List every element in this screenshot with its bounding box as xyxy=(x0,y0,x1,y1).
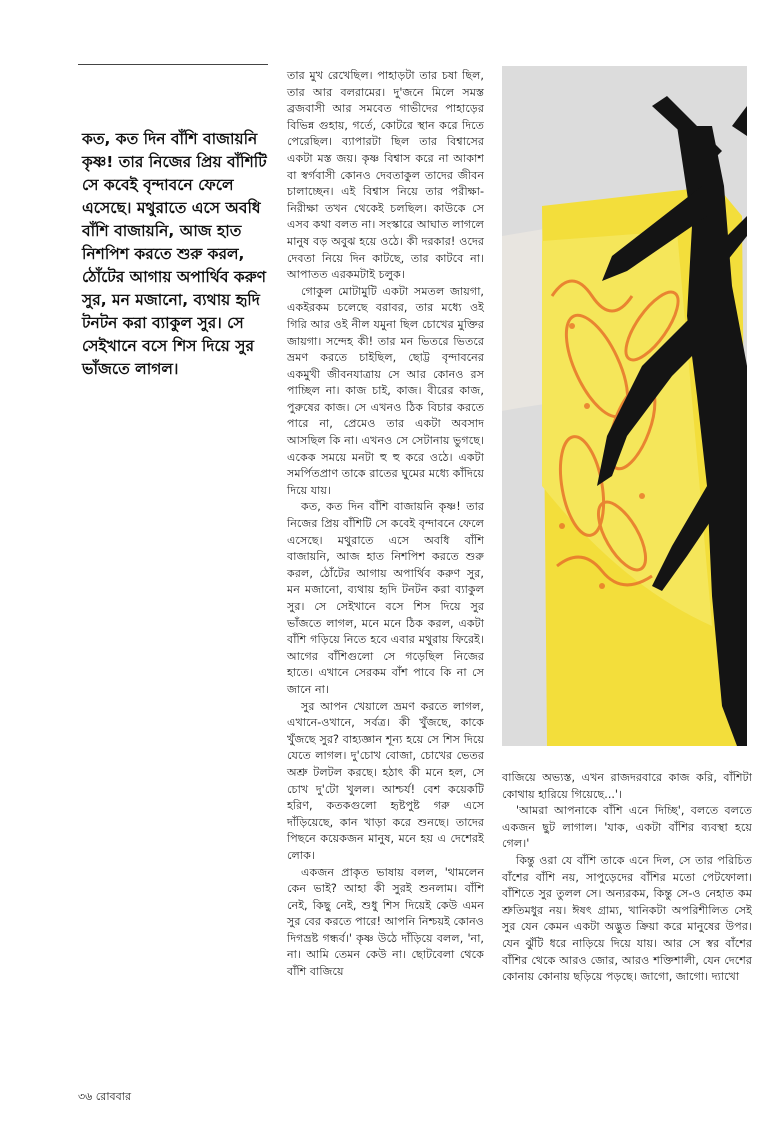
paragraph: একজন প্রাকৃত ভাষায় বলল, 'থামলেন কেন ভাই? আহা কী সুরই শুনলাম। বাঁশি নেই, কিছু নেই, শুধু শিস দিয়েই কেউ এমন সুর বের করতে পারে! আপনি নিশ্চয়ই কোনও দিগভ্রষ্ট গন্ধর্ব।' কৃষ্ণ উঠে দাঁড়িয়ে বলল, 'না, না। আমি তেমন কেউ না। ছোটবেলা থেকে বাঁশি বাজিয়ে xyxy=(287,865,484,979)
paragraph: তার মুখ রেখেছিল। পাহাড়টা তার চষা ছিল, তার আর বলরামের। দু'জনে মিলে সমস্ত ব্রজবাসী আর সমবেত গাভীদের পাহাড়ের বিভিন্ন গুহায়, গর্তে, কোটরে স্থান করে দিতে পেরেছিল। ব্যাপারটা ছিল তার বিশ্বাসের একটা মস্ত জয়। কৃষ্ণ বিশ্বাস করে না আকাশ বা স্বর্গবাসী কোনও দেবতাকুল তাদের জীবন চালাচ্ছেন। এই বিশ্বাস নিয়ে তার পরীক্ষা-নিরীক্ষা তখন থেকেই চলছিল। কাউকে সে এসব কথা বলত না। সংস্কারে আঘাত লাগলে মানুষ বড় অবুঝ হয়ে ওঠে। কী দরকার! ওদের দেবতা নিয়ে দিন কাটছে, তার কাটবে না। আপাতত এরকমটাই চলুক। xyxy=(287,69,484,282)
pull-quote: কত, কত দিন বাঁশি বাজায়নি কৃষ্ণ! তার নিজের প্রিয় বাঁশিটি সে কবেই বৃন্দাবনে ফেলে এসেছে। মথুরাতে এসে অবধি বাঁশি বাজায়নি, আজ হাত নিশপিশ করতে শুরু করল, ঠোঁটের আগায় অপার্থিব করুণ সুর, মন মজানো, ব্যথায় হৃদি টনটন করা ব্যাকুল সুর। সে সেইখানে বসে শিস দিয়ে সুর ভাঁজতে লাগল। xyxy=(82,130,267,378)
page-folio: ৩৬ রোববার xyxy=(78,1090,131,1103)
paragraph: কত, কত দিন বাঁশি বাজায়নি কৃষ্ণ! তার নিজের প্রিয় বাঁশিটি সে কবেই বৃন্দাবনে ফেলে এসেছে। মথুরাতে এসে অবধি বাঁশি বাজায়নি, আজ হাত নিশপিশ করতে শুরু করল, ঠোঁটের আগায় অপার্থিব করুণ সুর, মন মজানো, ব্যথায় হৃদি টনটন করা ব্যাকুল সুর। সে সেইখানে বসে শিস দিয়ে সুর ভাঁজতে লাগল, মনে মনে ঠিক করল, একটা বাঁশি গড়িয়ে নিতে হবে এবার মথুরায় ফিরেই। আগের বাঁশিগুলো সে গড়েছিল নিজের হাতে। এখানে সেরকম বাঁশ পাবে কি না সে জানে না। xyxy=(287,500,484,696)
paragraph: সুর আপন খেয়ালে ভ্রমণ করতে লাগল, এখানে-ওখানে, সর্বত্র। কী খুঁজছে, কাকে খুঁজছে সুর? বাহ্যজ্ঞান শূন্য হয়ে সে শিস দিয়ে যেতে লাগল। দু'চোখ বোজা, চোখের ভেতর অশ্রু টলটল করছে। হঠাৎ কী মনে হল, সে চোখ দু'টো খুলল। আশ্চর্য! বেশ কয়েকটি হরিণ, কতকগুলো হৃষ্টপুষ্ট গরু এসে দাঁড়িয়েছে, কান খাড়া করে শুনছে। তাদের পিছনে কয়েকজন মানুষ, মনে হয় এ দেশেরই লোক। xyxy=(287,699,484,862)
top-rule xyxy=(78,64,268,65)
paper-collage-illustration xyxy=(502,66,747,746)
article-column-right xyxy=(502,770,752,986)
artwork-photo xyxy=(502,66,747,746)
article-column-middle xyxy=(287,68,484,981)
paragraph: গোকুল মোটামুটি একটা সমতল জায়গা, একইরকম চলেছে বরাবর, তার মধ্যে ওই গিরি আর ওই নীল যমুনা ছিল চোখের মুক্তির জায়গা। সন্দেহ কী! তার মন ভিতরে ভিতরে ভ্রমণ করতে চাইছিল, ছোট্ট বৃন্দাবনের একমুখী জীবনযাত্রায় সে আর কোনও রস পাচ্ছিল না। কাজ চাই, কাজ। বীরের কাজ, পুরুষের কাজ। সে এখনও ঠিক বিচার করতে পারে না, প্রেমেও তার একটা অবসাদ আসছিল কি না। এখনও সে সেটানায় ভুগছে। একেক সময়ে মনটা হু হু করে ওঠে। একটা সমর্পিতপ্রাণ তাকে রাতের ঘুমের মধ্যে কাঁদিয়ে দিয়ে যায়। xyxy=(287,284,484,497)
paragraph: কিন্তু ওরা যে বাঁশি তাকে এনে দিল, সে তার পরিচিত বাঁশের বাঁশি নয়, সাপুড়েদের বাঁশির মতো পেটফোলা। বাঁশিতে সুর তুলল সে। অন্যরকম, কিন্তু সে-ও নেহাত কম শ্রুতিমধুর নয়। ঈষৎ গ্রাম্য, খানিকটা অপরিশীলিত সেই সুর যেন কেমন একটা অদ্ভুত ক্রিয়া করে মানুষের উপর। যেন ঝুঁটি ধরে নাড়িয়ে দিয়ে যায়। আর সে স্বর বাঁশের বাঁশির থেকে আরও জোর, আরও শক্তিশালী, যেন দেশের কোনায় কোনায় ছড়িয়ে পড়ছে। জাগো, জাগো। দ্যাখো xyxy=(502,853,752,984)
paragraph: বাজিয়ে অভ্যস্ত, এখন রাজদরবারে কাজ করি, বাঁশিটা কোথায় হারিয়ে গিয়েছে...'। xyxy=(502,771,752,801)
paragraph: 'আমরা আপনাকে বাঁশি এনে দিচ্ছি', বলতে বলতে একজন ছুট লাগাল। 'যাক, একটা বাঁশির ব্যবস্থা হয়ে গেল।' xyxy=(502,804,752,851)
